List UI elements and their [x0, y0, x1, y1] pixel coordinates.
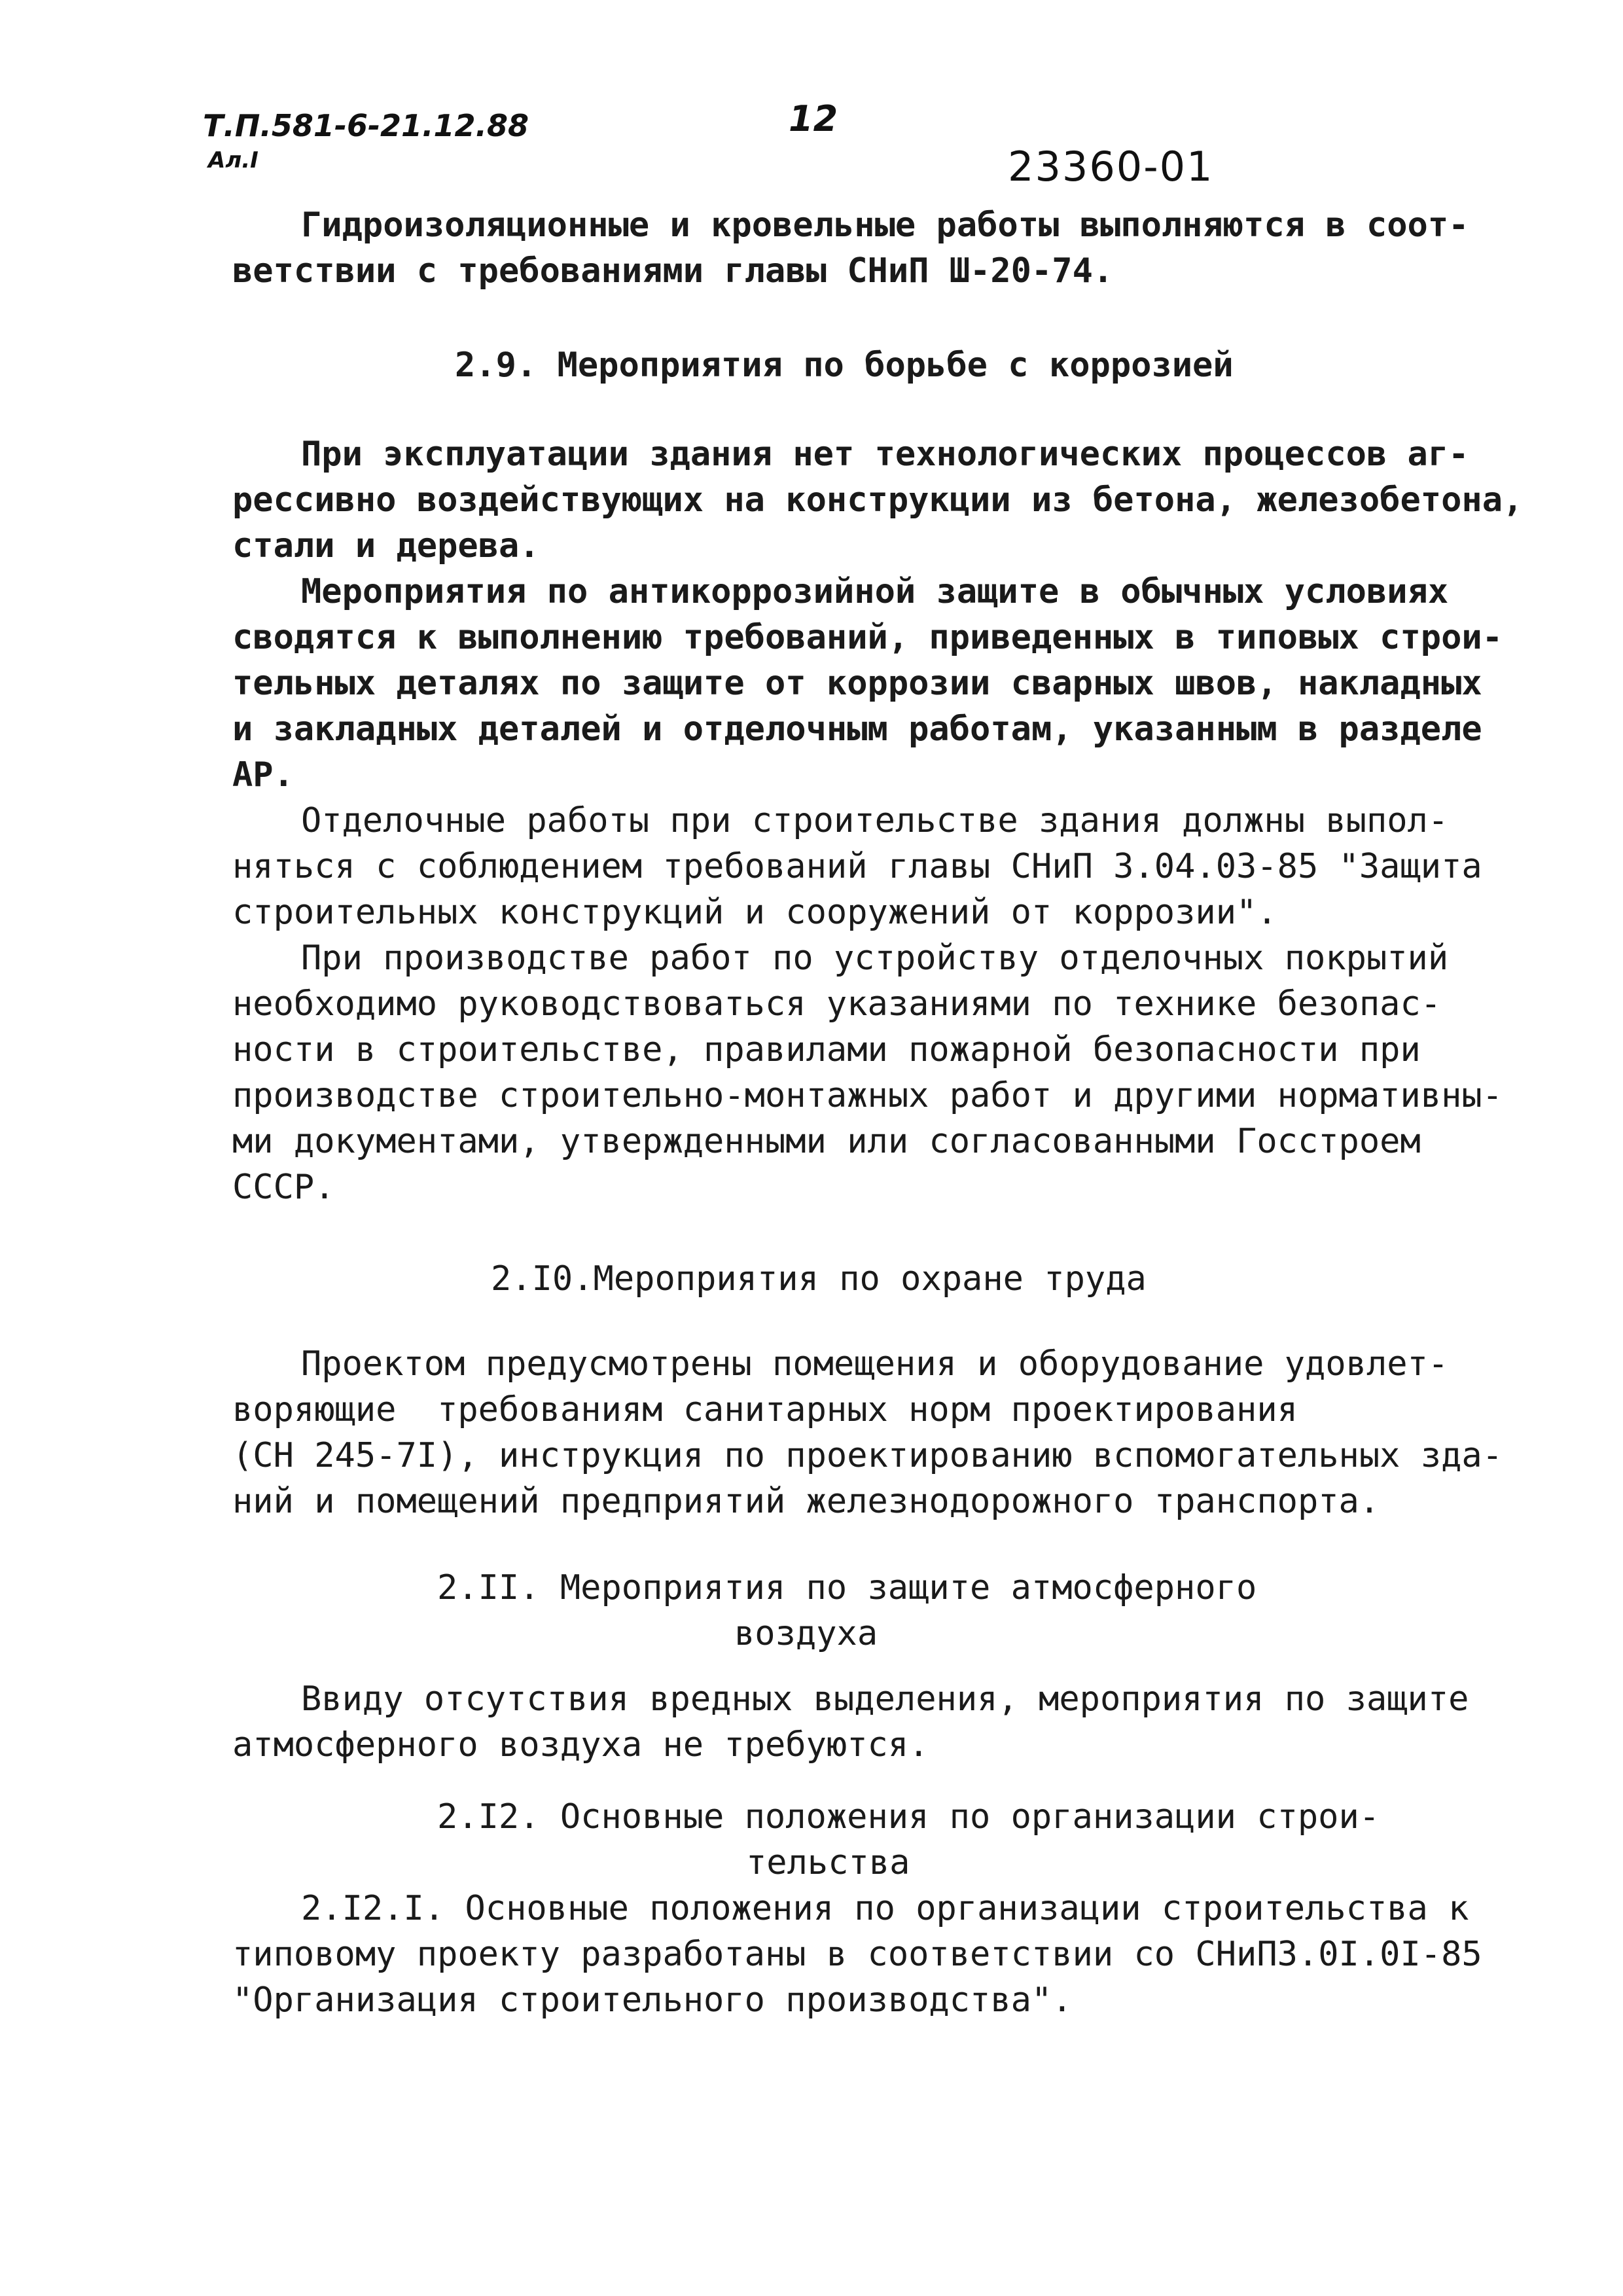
s211-p1-line-1: Ввиду отсутствия вредных выделения, мероприятия по защите [301, 1679, 1469, 1719]
s212-p1-line-3: "Организация строительного производства". [232, 1981, 1073, 2020]
s29-p3-line-3: строительных конструкций и сооружений от коррозии". [232, 893, 1277, 932]
s210-p1-line-2: воряющие требованиям санитарных норм проектирования [232, 1390, 1298, 1429]
s29-p4-line-6: СССР. [232, 1168, 335, 1207]
s29-p2-line-1: Мероприятия по антикоррозийной защите в обычных условиях [301, 572, 1449, 611]
s29-p4-line-3: ности в строительстве, правилами пожарной безопасности при [232, 1030, 1421, 1069]
sheet-label: Ал.I [208, 147, 259, 173]
document-number: 23360-01 [1008, 143, 1214, 190]
section-2-11-title-line-2: воздуха [734, 1614, 878, 1653]
s29-p1-line-3: стали и дерева. [232, 526, 540, 565]
s29-p1-line-1: При эксплуатации здания нет технологических процессов аг- [301, 435, 1469, 474]
page-number: 12 [789, 98, 838, 139]
s29-p1-line-2: рессивно воздействующих на конструкции из бетона, железобетона, [232, 480, 1524, 520]
s212-p1-line-2: типовому проекту разработаны в соответствии со СНиП3.0I.0I-85 [232, 1935, 1482, 1974]
intro-line-2: ветствии с требованиями главы СНиП Ш-20-74. [232, 251, 1114, 291]
s29-p4-line-2: необходимо руководствоваться указаниями по технике безопас- [232, 984, 1442, 1024]
s211-p1-line-2: атмосферного воздуха не требуются. [232, 1725, 929, 1765]
s29-p3-line-1: Отделочные работы при строительстве здания должны выпол- [301, 801, 1449, 840]
section-2-12-title-line-1: 2.I2. Основные положения по организации строи- [437, 1797, 1380, 1837]
s29-p2-line-4: и закладных деталей и отделочным работам, указанным в разделе [232, 709, 1482, 749]
s29-p3-line-2: няться с соблюдением требований главы СНиП 3.04.03-85 "Защита [232, 847, 1482, 886]
s29-p4-line-1: При производстве работ по устройству отделочных покрытий [301, 939, 1449, 978]
s29-p4-line-4: производстве строительно-монтажных работ и другими нормативны- [232, 1076, 1503, 1115]
section-2-11-title-line-1: 2.II. Мероприятия по защите атмосферного [437, 1568, 1257, 1607]
s29-p2-line-2: сводятся к выполнению требований, приведенных в типовых строи- [232, 618, 1503, 657]
document-code: Т.П.581-6-21.12.88 [203, 108, 529, 143]
s29-p2-line-3: тельных деталях по защите от коррозии сварных швов, накладных [232, 664, 1482, 703]
s210-p1-line-4: ний и помещений предприятий железнодорожного транспорта. [232, 1482, 1380, 1521]
s212-p1-line-1: 2.I2.I. Основные положения по организации строительства к [301, 1889, 1469, 1928]
section-2-10-title: 2.I0.Мероприятия по охране труда [491, 1259, 1147, 1299]
s210-p1-line-3: (СН 245-7I), инструкция по проектированию вспомогательных зда- [232, 1436, 1503, 1475]
s29-p4-line-5: ми документами, утвержденными или согласованными Госстроем [232, 1122, 1421, 1161]
section-2-9-title: 2.9. Мероприятия по борьбе с коррозией [455, 346, 1234, 385]
section-2-12-title-line-2: тельства [746, 1843, 910, 1882]
s210-p1-line-1: Проектом предусмотрены помещения и оборудование удовлет- [301, 1344, 1449, 1384]
intro-line-1: Гидроизоляционные и кровельные работы выполняются в соот- [301, 206, 1469, 245]
s29-p2-line-5: АР. [232, 755, 294, 795]
